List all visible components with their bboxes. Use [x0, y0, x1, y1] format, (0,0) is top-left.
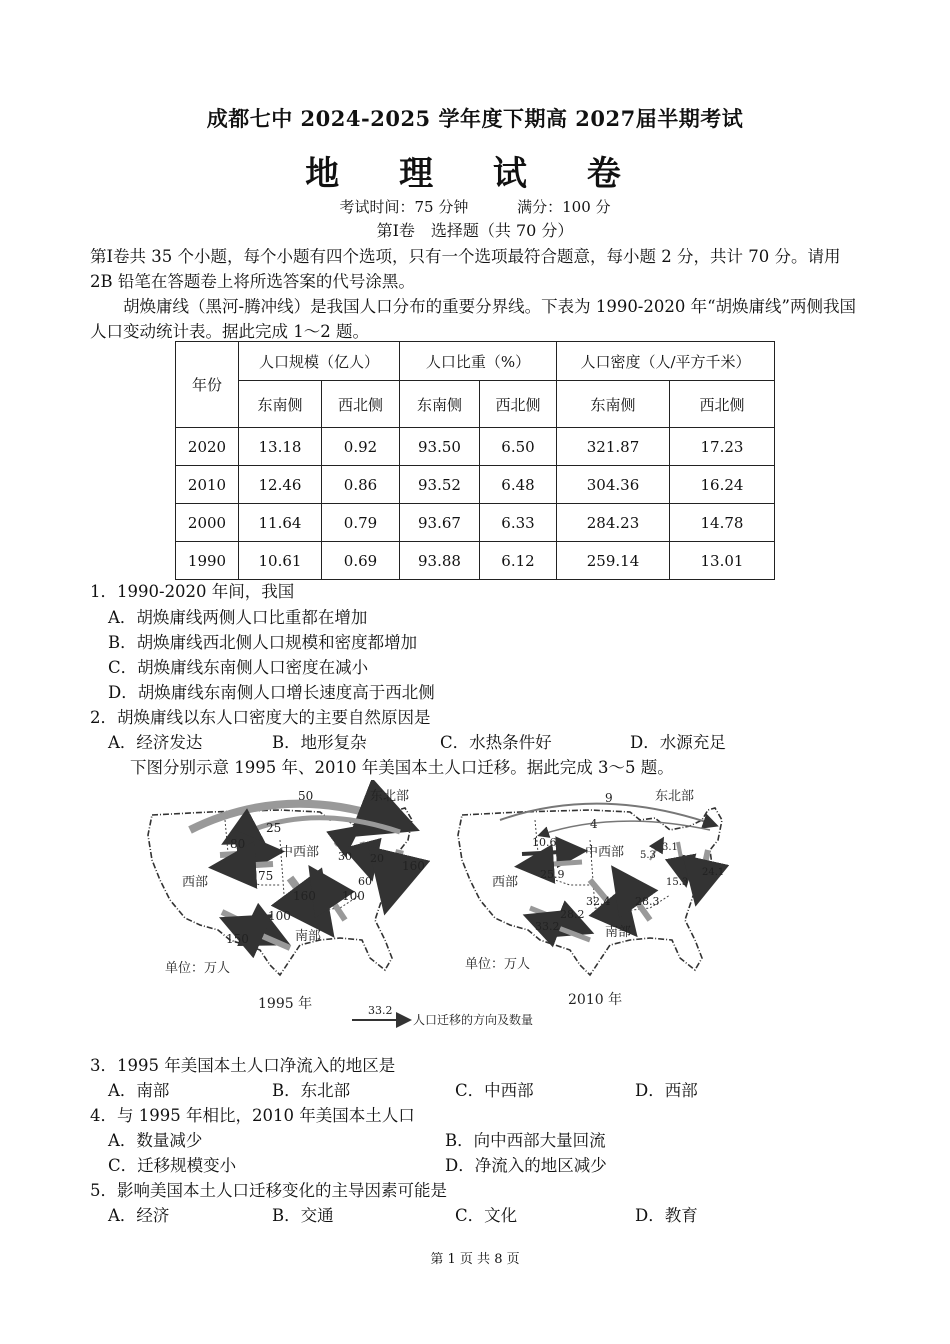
map-2010-value: 33.2	[535, 920, 560, 933]
table-group-header: 人口密度（人/平方千米）	[557, 342, 775, 381]
question-3-option-a[interactable]: A．南部	[108, 1081, 170, 1100]
intro-text: 第Ⅰ卷共 35 个小题，每个小题有四个选项，只有一个选项最符合题意，每小题 2 分，共计 70 分。请用 2B 铅笔在答题卷上将所选答案的代号涂黑。	[90, 247, 841, 291]
map-2010-unit: 单位：万人	[465, 957, 531, 972]
table-cell: 6.50	[480, 428, 557, 466]
legend-value: 33.2	[368, 1004, 393, 1017]
us-outline-2010	[458, 808, 725, 975]
table-subheader: 西北侧	[480, 381, 557, 428]
table-cell: 16.24	[670, 466, 775, 504]
map-2010-value: 25.9	[540, 868, 565, 881]
exam-meta	[0, 196, 950, 217]
question-4-option-c[interactable]: C．迁移规模变小	[108, 1156, 237, 1175]
question-1-stem: 1．1990-2020 年间，我国	[90, 582, 295, 601]
arrow-2010-10.6	[522, 851, 580, 854]
arrow-2010-15.3	[678, 842, 685, 880]
table-cell: 0.79	[322, 504, 400, 542]
table-cell: 304.36	[557, 466, 670, 504]
map-2010-value: 15.3	[666, 877, 689, 888]
map-1995-value: 75	[258, 869, 274, 883]
exam-title: 成都七中 2024-2025 学年度下期高 2027届半期考试	[206, 106, 744, 131]
figure-legend	[352, 1004, 533, 1027]
arrow-1995-160-ne	[388, 850, 400, 900]
question-3-stem: 3．1995 年美国本土人口净流入的地区是	[90, 1056, 396, 1075]
map-2010-northeast: 东北部	[655, 789, 695, 804]
table-row	[176, 542, 775, 580]
table-cell: 13.18	[239, 428, 322, 466]
section-heading: 第Ⅰ卷 选择题（共 70 分）	[376, 221, 574, 240]
arrow-1995-30	[335, 830, 355, 845]
subject-title: 地 理 试 卷	[305, 154, 645, 194]
table-cell: 259.14	[557, 542, 670, 580]
map-1995-midwest: 中西部	[280, 845, 320, 860]
map-1995-value: 20	[370, 852, 384, 865]
table-subheader: 西北侧	[670, 381, 775, 428]
table-cell: 2020	[176, 428, 239, 466]
question-3-option-b[interactable]: B．东北部	[272, 1081, 351, 1100]
question-4-option-d[interactable]: D．净流入的地区减少	[445, 1156, 607, 1175]
table-group-header: 人口规模（亿人）	[239, 342, 400, 381]
table-row	[176, 428, 775, 466]
map-2010-west: 西部	[492, 875, 519, 890]
map-2010-south: 南部	[605, 925, 632, 940]
table-cell: 6.33	[480, 504, 557, 542]
map-1995-value: 25	[266, 821, 282, 835]
table-cell: 93.50	[400, 428, 480, 466]
map-1995-unit: 单位：万人	[165, 961, 231, 976]
table-cell: 17.23	[670, 428, 775, 466]
arrow-1995-75	[220, 864, 273, 867]
question-5-option-c[interactable]: C．文化	[455, 1206, 518, 1225]
map-1995-value: 50	[298, 789, 314, 803]
table-cell: 0.69	[322, 542, 400, 580]
table-cell: 11.64	[239, 504, 322, 542]
map-1995-year: 1995 年	[258, 996, 313, 1012]
passage-2: 下图分别示意 1995 年、2010 年美国本土人口迁移。据此完成 3～5 题。	[130, 758, 674, 777]
table-cell: 0.92	[322, 428, 400, 466]
arrow-2010-4	[540, 821, 710, 835]
passage-1: 胡焕庸线（黑河-腾冲线）是我国人口分布的重要分界线。下表为 1990-2020 年“胡焕庸线”两侧我国人口变动统计表。据此完成 1～2 题。	[90, 297, 856, 341]
table-cell: 93.67	[400, 504, 480, 542]
map-2010	[458, 789, 724, 1008]
table-cell: 93.88	[400, 542, 480, 580]
question-4-option-b[interactable]: B．向中西部大量回流	[445, 1131, 606, 1150]
migration-maps-figure	[130, 780, 750, 1030]
map-2010-value: 9	[605, 791, 613, 805]
map-1995-west: 西部	[182, 875, 209, 890]
table-row	[176, 504, 775, 542]
question-1-option-b[interactable]: B．胡焕庸线西北侧人口规模和密度都增加	[108, 633, 418, 652]
question-5-option-a[interactable]: A．经济	[108, 1206, 170, 1225]
question-1-option-d[interactable]: D．胡焕庸线东南侧人口增长速度高于西北侧	[108, 683, 435, 702]
table-cell: 13.01	[670, 542, 775, 580]
question-5-stem: 5．影响美国本土人口迁移变化的主导因素可能是	[90, 1181, 447, 1200]
table-cell: 2000	[176, 504, 239, 542]
exam-time: 考试时间：75 分钟	[339, 198, 469, 216]
map-1995-value: 100	[342, 889, 365, 903]
table-cell: 284.23	[557, 504, 670, 542]
table-cell: 12.46	[239, 466, 322, 504]
population-table	[175, 341, 775, 580]
map-1995-value: 80	[230, 837, 246, 851]
question-5-option-b[interactable]: B．交通	[272, 1206, 334, 1225]
table-subheader: 西北侧	[322, 381, 400, 428]
map-1995-value: 160	[293, 889, 316, 903]
arrow-1995-25	[230, 818, 400, 840]
table-cell: 0.86	[322, 466, 400, 504]
map-1995-value: 60	[358, 875, 372, 888]
map-1995-value: 30	[338, 850, 352, 863]
question-2-option-c[interactable]: C．水热条件好	[440, 733, 552, 752]
map-1995-value: 160	[402, 859, 425, 873]
question-1-option-a[interactable]: A．胡焕庸线两侧人口比重都在增加	[108, 608, 368, 627]
map-2010-value: 28.3	[635, 895, 660, 908]
map-2010-value: 10.6	[532, 836, 557, 849]
table-group-header: 人口比重（%）	[400, 342, 557, 381]
map-2010-value: 4	[590, 817, 598, 831]
table-cell: 6.12	[480, 542, 557, 580]
map-1995	[148, 789, 425, 1012]
map-1995-value: 150	[226, 932, 249, 946]
table-subheader: 东南侧	[400, 381, 480, 428]
question-4-stem: 4．与 1995 年相比，2010 年美国本土人口	[90, 1106, 415, 1125]
map-2010-year: 2010 年	[568, 992, 623, 1008]
table-cell: 6.48	[480, 466, 557, 504]
map-2010-value: 28.2	[560, 908, 585, 921]
arrow-2010-25.9	[524, 862, 582, 866]
question-2-option-a[interactable]: A．经济发达	[108, 733, 203, 752]
table-cell: 2010	[176, 466, 239, 504]
map-1995-south: 南部	[295, 929, 322, 944]
arrow-1995-80	[220, 852, 273, 855]
question-2-option-b[interactable]: B．地形复杂	[272, 733, 367, 752]
table-cell: 321.87	[557, 428, 670, 466]
question-2-stem: 2．胡焕庸线以东人口密度大的主要自然原因是	[90, 708, 431, 727]
map-2010-value: 5.3	[640, 850, 656, 861]
table-cell: 14.78	[670, 504, 775, 542]
map-2010-midwest: 中西部	[585, 845, 625, 860]
map-2010-value: 32.4	[586, 895, 611, 908]
question-5-option-d[interactable]: D．教育	[635, 1206, 698, 1225]
question-3-option-d[interactable]: D．西部	[635, 1081, 698, 1100]
map-2010-value: 24.1	[702, 867, 725, 878]
table-subheader: 东南侧	[557, 381, 670, 428]
map-1995-northeast: 东北部	[370, 789, 410, 804]
arrow-1995-60	[362, 842, 370, 872]
table-cell: 1990	[176, 542, 239, 580]
table-cell: 10.61	[239, 542, 322, 580]
map-2010-value: 3.1	[662, 842, 678, 853]
table-subheader: 东南侧	[239, 381, 322, 428]
legend-text: 人口迁移的方向及数量	[413, 1013, 534, 1027]
table-cell: 93.52	[400, 466, 480, 504]
exam-score: 满分：100 分	[517, 198, 611, 216]
question-2-option-d[interactable]: D．水源充足	[630, 733, 726, 752]
question-1-option-c[interactable]: C．胡焕庸线东南侧人口密度在减小	[108, 658, 369, 677]
question-4-option-a[interactable]: A．数量减少	[108, 1131, 203, 1150]
question-3-option-c[interactable]: C．中西部	[455, 1081, 534, 1100]
map-1995-value: 100	[268, 909, 291, 923]
page-footer: 第 1 页 共 8 页	[430, 1252, 520, 1267]
table-row	[176, 466, 775, 504]
table-header-year: 年份	[176, 342, 239, 428]
